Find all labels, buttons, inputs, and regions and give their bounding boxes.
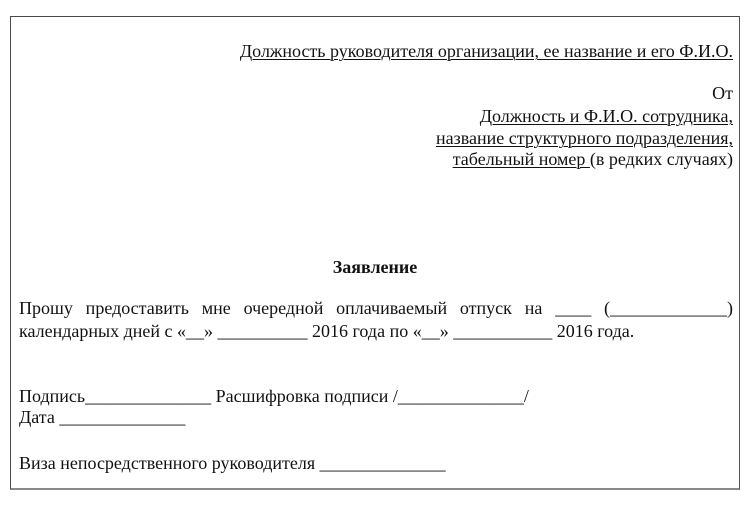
date-line: Дата ______________ [19, 407, 186, 427]
sender-line-1: Должность и Ф.И.О. сотрудника, [479, 106, 733, 126]
sender-note: (в редких случаях) [589, 149, 733, 169]
request-paragraph [19, 297, 733, 343]
request-line-2: календарных дней с «__» __________ 2016 года по «__» ___________ 2016 года. [19, 321, 635, 341]
request-text: Прошу предоставить мне очередной оплачиваемый отпуск на [19, 298, 543, 318]
sender-line-2: название структурного подразделения, [436, 128, 733, 148]
request-line-1 [19, 297, 733, 320]
document-title: Заявление [332, 257, 418, 277]
addressee-line: Должность руководителя организации, ее название и его Ф.И.О. [239, 41, 733, 61]
signature-line: Подпись______________ Расшифровка подписи /______________/ [19, 386, 529, 406]
visa-line: Виза непосредственного руководителя ______________ [19, 453, 446, 473]
sender-line-3-underlined: табельный номер [452, 149, 590, 169]
sender-line-3 [453, 148, 733, 170]
days-number-blank[interactable]: ____ [555, 298, 592, 318]
from-label: От [712, 83, 733, 103]
days-words-blank[interactable]: (_____________) [604, 298, 734, 318]
